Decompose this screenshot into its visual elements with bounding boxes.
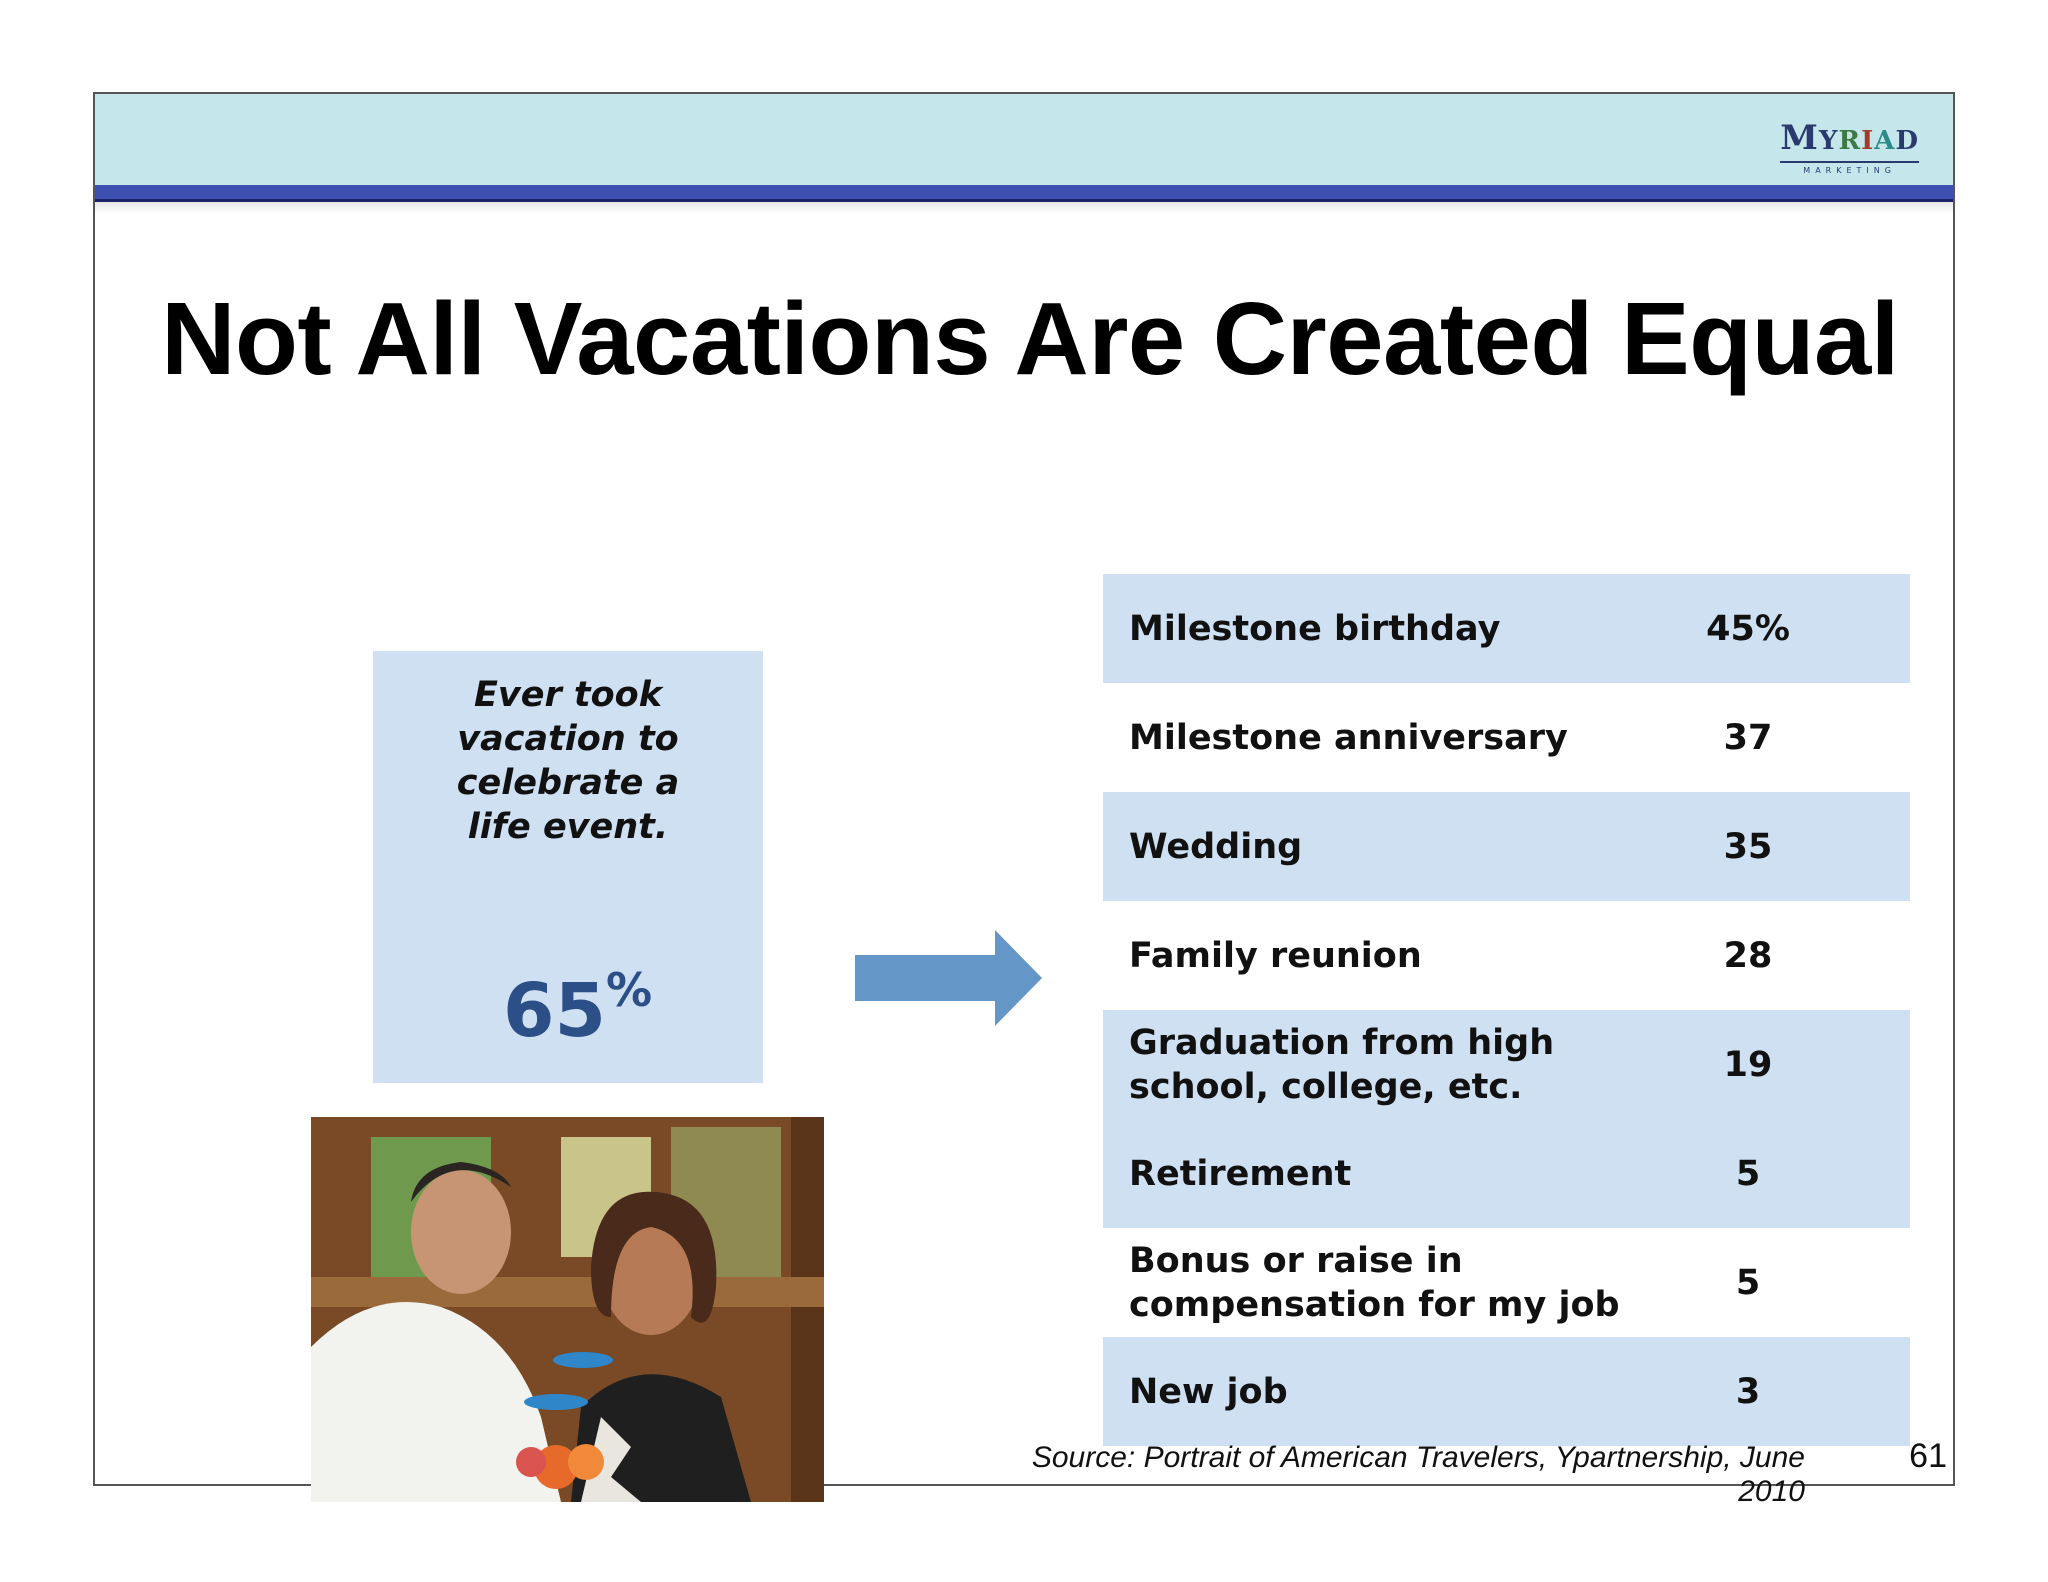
slide-title: Not All Vacations Are Created Equal	[161, 281, 1899, 396]
myriad-logo	[1780, 120, 1919, 175]
source-citation: Source: Portrait of American Travelers, Ypartnership, June 2010	[1031, 1441, 1805, 1508]
row-label: Wedding	[1129, 826, 1303, 867]
logo-underline	[1780, 161, 1919, 163]
header-band	[95, 94, 1953, 186]
callout-number: 65	[503, 968, 606, 1054]
row-value: 3	[1735, 1371, 1761, 1412]
callout-value	[503, 963, 652, 1054]
page-number: 61	[1909, 1437, 1947, 1475]
row-value: 5	[1735, 1262, 1761, 1303]
couple-toasting-photo	[311, 1117, 824, 1502]
row-value: 37	[1723, 717, 1773, 758]
row-value: 35	[1723, 826, 1773, 867]
row-label: Family reunion	[1129, 935, 1422, 976]
table-row	[1103, 901, 1910, 1010]
row-label: Bonus or raise in compensation for my job	[1129, 1240, 1620, 1325]
row-value: 28	[1723, 935, 1773, 976]
callout-box	[373, 651, 763, 1083]
row-value: 5	[1735, 1153, 1761, 1194]
row-label: New job	[1129, 1371, 1288, 1412]
right-arrow-icon	[855, 930, 1042, 1026]
table-row	[1103, 1337, 1910, 1446]
header-rule	[95, 185, 1953, 202]
table-row	[1103, 1010, 1910, 1119]
row-label: Retirement	[1129, 1153, 1352, 1194]
logo-wordmark: MYRIAD	[1780, 118, 1919, 158]
table-row	[1103, 683, 1910, 792]
table-row	[1103, 1119, 1910, 1228]
row-label: Milestone birthday	[1129, 608, 1501, 649]
table-row	[1103, 1228, 1910, 1337]
callout-unit: %	[605, 963, 653, 1017]
logo-subtitle: MARKETING	[1803, 166, 1896, 175]
row-value: 19	[1723, 1044, 1773, 1085]
life-events-table	[1103, 574, 1910, 1446]
table-row	[1103, 792, 1910, 901]
row-value: 45%	[1706, 608, 1790, 649]
callout-text-content: Ever took vacation to celebrate a life event.	[456, 675, 680, 847]
slide	[93, 92, 1955, 1508]
row-label: Milestone anniversary	[1129, 717, 1568, 758]
callout-text	[373, 673, 763, 849]
row-label: Graduation from high school, college, etc.	[1129, 1022, 1555, 1107]
header-shadow	[95, 202, 1953, 214]
table-row	[1103, 574, 1910, 683]
